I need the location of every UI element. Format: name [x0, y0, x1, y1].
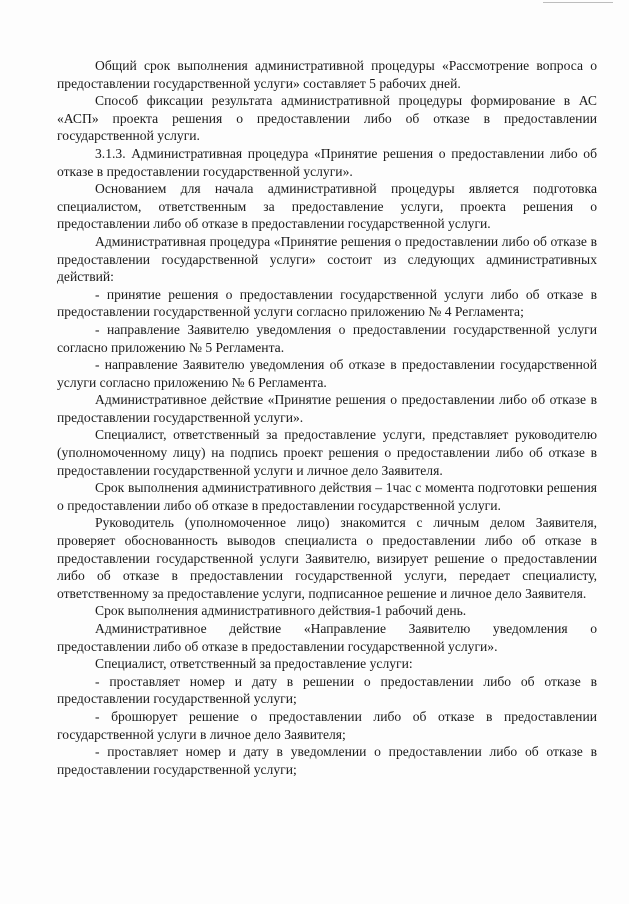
list-item: - проставляет номер и дату в решении о предоставлении либо об отказе в предоставлении государственной услуги; [57, 673, 597, 707]
paragraph: Способ фиксации результата административной процедуры формирование в АС «АСП» проекта решения о предоставлении либо об отказе в предоставлении государственной услуги. [57, 93, 597, 144]
document-body [57, 57, 597, 778]
paragraph: Общий срок выполнения административной процедуры «Рассмотрение вопроса о предоставлении государственной услуги» составляет 5 рабочих дней. [57, 58, 597, 91]
paragraph: Специалист, ответственный за предоставление услуги, представляет руководителю (уполномоченному лицу) на подпись проект решения о предоставлении либо об отказе в предоставлении государственной услуги и личное дело Заявителя. [57, 427, 597, 478]
list-item: - направление Заявителю уведомления о предоставлении государственной услуги согласно приложению № 5 Регламента. [57, 321, 597, 355]
list-item: - брошюрует решение о предоставлении либо об отказе в предоставлении государственной услуги в личное дело Заявителя; [57, 708, 597, 742]
paragraph: Срок выполнения административного действия-1 рабочий день. [95, 603, 467, 619]
paragraph: Административная процедура «Принятие решения о предоставлении либо об отказе в предоставлении государственной услуги» состоит из следующих административных действий: [57, 233, 597, 285]
list-item: - принятие решения о предоставлении государственной услуги либо об отказе в предоставлении государственной услуги согласно приложению № 4 Регламента; [57, 286, 597, 320]
paragraph: Административное действие «Принятие решения о предоставлении либо об отказе в предоставлении государственной услуги». [57, 392, 597, 425]
paragraph: Административное действие «Направление Заявителю уведомления о предоставлении либо об отказе в предоставлении государственной услуги». [57, 621, 597, 654]
scan-edge-mark [543, 2, 613, 3]
paragraph: Руководитель (уполномоченное лицо) знакомится с личным делом Заявителя, проверяет обоснованность выводов специалиста о предоставлении либо об отказе в предоставлении государственной услуги Заявителю, визирует решение о предоставлении либо об отказе в предоставлении государственной услуги, передает специалисту, ответственному за предоставление услуги, подписанное решение и личное дело Заявителя. [57, 515, 597, 601]
list-item: - проставляет номер и дату в уведомлении о предоставлении либо об отказе в предоставлении государственной услуги; [57, 744, 597, 777]
paragraph: Специалист, ответственный за предоставление услуги: [95, 656, 413, 672]
list-item: - направление Заявителю уведомления об отказе в предоставлении государственной услуги согласно приложению № 6 Регламента. [57, 357, 597, 390]
section-heading: 3.1.3. Административная процедура «Принятие решения о предоставлении либо об отказе в предоставлении государственной услуги». [57, 145, 597, 179]
paragraph: Срок выполнения административного действия – 1час с момента подготовки решения о предоставлении либо об отказе в предоставлении государственной услуги. [57, 480, 597, 513]
paragraph: Основанием для начала административной процедуры является подготовка специалистом, ответственным за предоставление услуги, проекта решения о предоставлении либо об отказе в предоставлении государственной услуги. [57, 181, 597, 232]
